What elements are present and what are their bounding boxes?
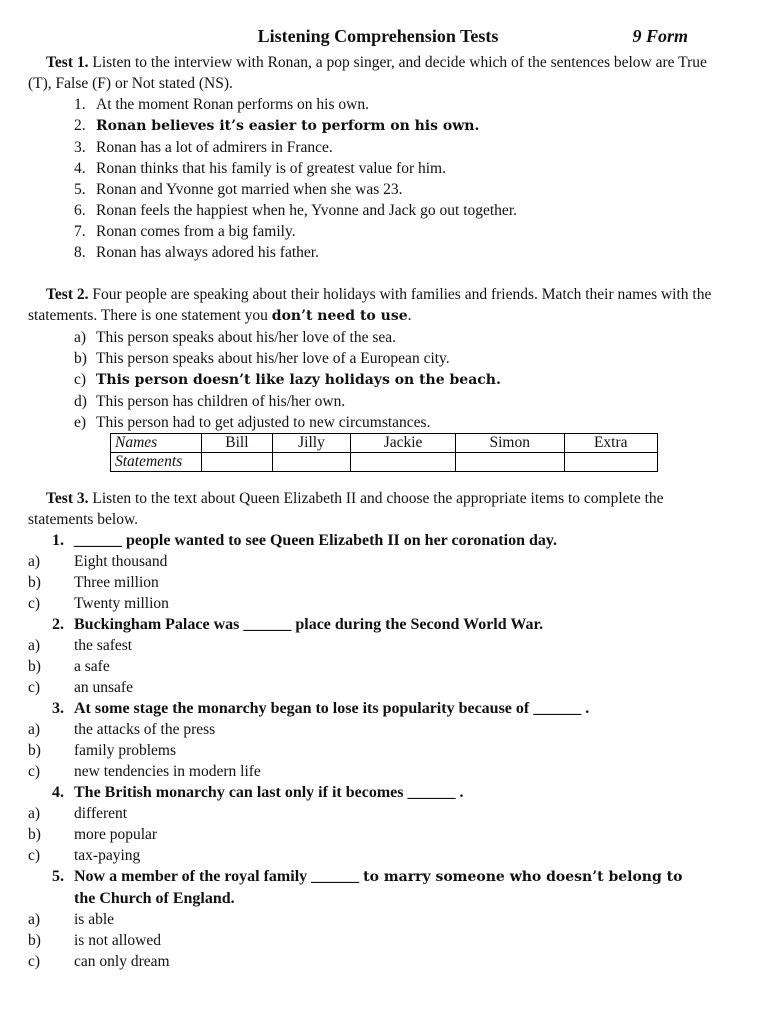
- question: [28, 698, 728, 719]
- list-item: 1. At the moment Ronan performs on his own.: [74, 96, 369, 113]
- list-item: 7. Ronan comes from a big family.: [74, 223, 296, 240]
- item-letter: d): [74, 393, 87, 410]
- question-number: 5.: [52, 868, 64, 885]
- statement-text: At the moment Ronan performs on his own.: [96, 96, 369, 113]
- statement-text: This person speaks about his/her love of the sea.: [96, 329, 397, 346]
- option-letter: a): [28, 553, 41, 570]
- answer-option[interactable]: [28, 845, 728, 866]
- answer-cell[interactable]: [272, 453, 350, 472]
- option-text: new tendencies in modern life: [74, 763, 261, 780]
- test-1-instructions: [28, 52, 728, 94]
- question-number: 2.: [52, 616, 64, 633]
- test-2-instructions-bold: don’t need to use: [271, 308, 408, 324]
- answer-option[interactable]: [28, 803, 728, 824]
- list-item: [28, 391, 728, 412]
- statement-text: Ronan has a lot of admirers in France.: [96, 139, 333, 156]
- matching-table: [110, 433, 658, 472]
- option-text: different: [74, 805, 128, 822]
- question: [28, 614, 728, 635]
- option-letter: c): [28, 847, 41, 864]
- table-header-cell: Simon: [455, 434, 564, 453]
- question: [28, 782, 728, 803]
- question-text: The British monarchy can last only if it becomes ______ .: [74, 784, 464, 801]
- statement-text: This person doesn’t like lazy holidays on the beach.: [96, 372, 501, 388]
- list-item: [28, 369, 728, 391]
- question-number: 4.: [52, 784, 64, 801]
- option-letter: a): [28, 805, 41, 822]
- option-letter: b): [28, 574, 41, 591]
- option-letter: b): [28, 826, 41, 843]
- answer-option[interactable]: [28, 593, 728, 614]
- option-text: Twenty million: [74, 595, 169, 612]
- table-header-cell: Extra: [564, 434, 657, 453]
- list-item: [28, 348, 728, 369]
- table-row: [111, 453, 658, 472]
- table-row-label: Names: [111, 434, 202, 453]
- test-1-label: Test 1.: [46, 54, 89, 71]
- table-header-cell: Jackie: [351, 434, 456, 453]
- option-text: family problems: [74, 742, 177, 759]
- answer-option[interactable]: [28, 635, 728, 656]
- option-text: the safest: [74, 637, 133, 654]
- statement-text: This person had to get adjusted to new circumstances.: [96, 414, 431, 431]
- answer-option[interactable]: [28, 951, 728, 972]
- answer-cell[interactable]: [564, 453, 657, 472]
- option-text: is able: [74, 911, 115, 928]
- option-letter: a): [28, 721, 41, 738]
- option-letter: b): [28, 658, 41, 675]
- answer-option[interactable]: [28, 824, 728, 845]
- test-2-statements: [28, 327, 728, 433]
- answer-cell[interactable]: [351, 453, 456, 472]
- statement-text: Ronan feels the happiest when he, Yvonne and Jack go out together.: [96, 202, 517, 219]
- answer-option[interactable]: [28, 719, 728, 740]
- question-text: Now a member of the royal family ______: [74, 868, 360, 885]
- list-item: [28, 412, 728, 433]
- answer-option[interactable]: [28, 761, 728, 782]
- option-letter: b): [28, 742, 41, 759]
- question-text: ______ people wanted to see Queen Elizabeth II on her coronation day.: [74, 532, 557, 549]
- statement-text: Ronan and Yvonne got married when she was 23.: [96, 181, 403, 198]
- option-text: a safe: [74, 658, 110, 675]
- test-2-label: Test 2.: [46, 286, 89, 303]
- test-2-instructions: [28, 284, 728, 327]
- option-text: the attacks of the press: [74, 721, 216, 738]
- table-row-label: Statements: [111, 453, 202, 472]
- statement-text: Ronan thinks that his family is of greatest value for him.: [96, 160, 446, 177]
- option-letter: b): [28, 932, 41, 949]
- table-header-cell: Jilly: [272, 434, 350, 453]
- answer-cell[interactable]: [202, 453, 273, 472]
- option-text: an unsafe: [74, 679, 133, 696]
- item-letter: a): [74, 329, 87, 346]
- option-letter: a): [28, 911, 41, 928]
- page-title: Listening Comprehension Tests: [257, 26, 499, 46]
- statement-text: This person has children of his/her own.: [96, 393, 346, 410]
- item-letter: e): [74, 414, 87, 431]
- item-letter: b): [74, 350, 87, 367]
- question-text-cont: to marry someone who doesn’t belong to: [363, 869, 683, 885]
- table-row: [111, 434, 658, 453]
- question-number: 1.: [52, 532, 64, 549]
- option-letter: c): [28, 953, 41, 970]
- option-letter: a): [28, 637, 41, 654]
- answer-option[interactable]: [28, 677, 728, 698]
- test-1-instructions-text: Listen to the interview with Ronan, a pop singer, and decide which of the sentences below are True (T), False (F) or Not stated (NS).: [28, 54, 707, 92]
- option-text: Three million: [74, 574, 159, 591]
- test-3-instructions: [28, 488, 728, 530]
- option-text: tax-paying: [74, 847, 141, 864]
- question-text: At some stage the monarchy began to lose its popularity because of ______ .: [74, 700, 590, 717]
- question-number: 3.: [52, 700, 64, 717]
- test-2-instructions-end: .: [407, 307, 412, 324]
- statement-text: Ronan believes it’s easier to perform on his own.: [96, 118, 480, 134]
- option-text: can only dream: [74, 953, 170, 970]
- header: [28, 24, 728, 52]
- test-2-section: [28, 284, 728, 472]
- question: [28, 866, 728, 909]
- test-3-label: Test 3.: [46, 490, 89, 507]
- statement-text: Ronan comes from a big family.: [96, 223, 296, 240]
- question: [28, 530, 728, 551]
- option-letter: c): [28, 763, 41, 780]
- table-header-cell: Bill: [202, 434, 273, 453]
- test-2-instructions-text: Four people are speaking about their holidays with families and friends. Match their names with the statements. There is one statement you: [28, 286, 712, 324]
- answer-option[interactable]: [28, 909, 728, 930]
- answer-option[interactable]: [28, 930, 728, 951]
- list-item: 8. Ronan has always adored his father.: [74, 244, 319, 261]
- question-text-end: the Church of England.: [74, 890, 235, 907]
- list-item: 6. Ronan feels the happiest when he, Yvonne and Jack go out together.: [74, 202, 517, 219]
- option-letter: c): [28, 595, 41, 612]
- answer-option[interactable]: [28, 740, 728, 761]
- list-item: 2. Ronan believes it’s easier to perform on his own.: [74, 117, 480, 134]
- list-item: 4. Ronan thinks that his family is of greatest value for him.: [74, 160, 446, 177]
- answer-cell[interactable]: [455, 453, 564, 472]
- list-item: 3. Ronan has a lot of admirers in France.: [74, 139, 333, 156]
- question-text: Buckingham Palace was ______ place during the Second World War.: [74, 616, 544, 633]
- form-label: 9 Form: [632, 26, 688, 46]
- answer-option[interactable]: [28, 656, 728, 677]
- answer-option[interactable]: [28, 551, 728, 572]
- answer-option[interactable]: [28, 572, 728, 593]
- option-letter: c): [28, 679, 41, 696]
- option-text: Eight thousand: [74, 553, 168, 570]
- option-text: more popular: [74, 826, 158, 843]
- statement-text: Ronan has always adored his father.: [96, 244, 319, 261]
- test-1-statements: [28, 94, 728, 263]
- test-3-section: [28, 488, 728, 972]
- list-item: 5. Ronan and Yvonne got married when she was 23.: [74, 181, 403, 198]
- statement-text: This person speaks about his/her love of a European city.: [96, 350, 450, 367]
- test-3-instructions-text: Listen to the text about Queen Elizabeth II and choose the appropriate items to complete the statements below.: [28, 490, 664, 528]
- list-item: [28, 327, 728, 348]
- option-text: is not allowed: [74, 932, 161, 949]
- test-1-section: [28, 52, 728, 263]
- item-letter: c): [74, 371, 87, 388]
